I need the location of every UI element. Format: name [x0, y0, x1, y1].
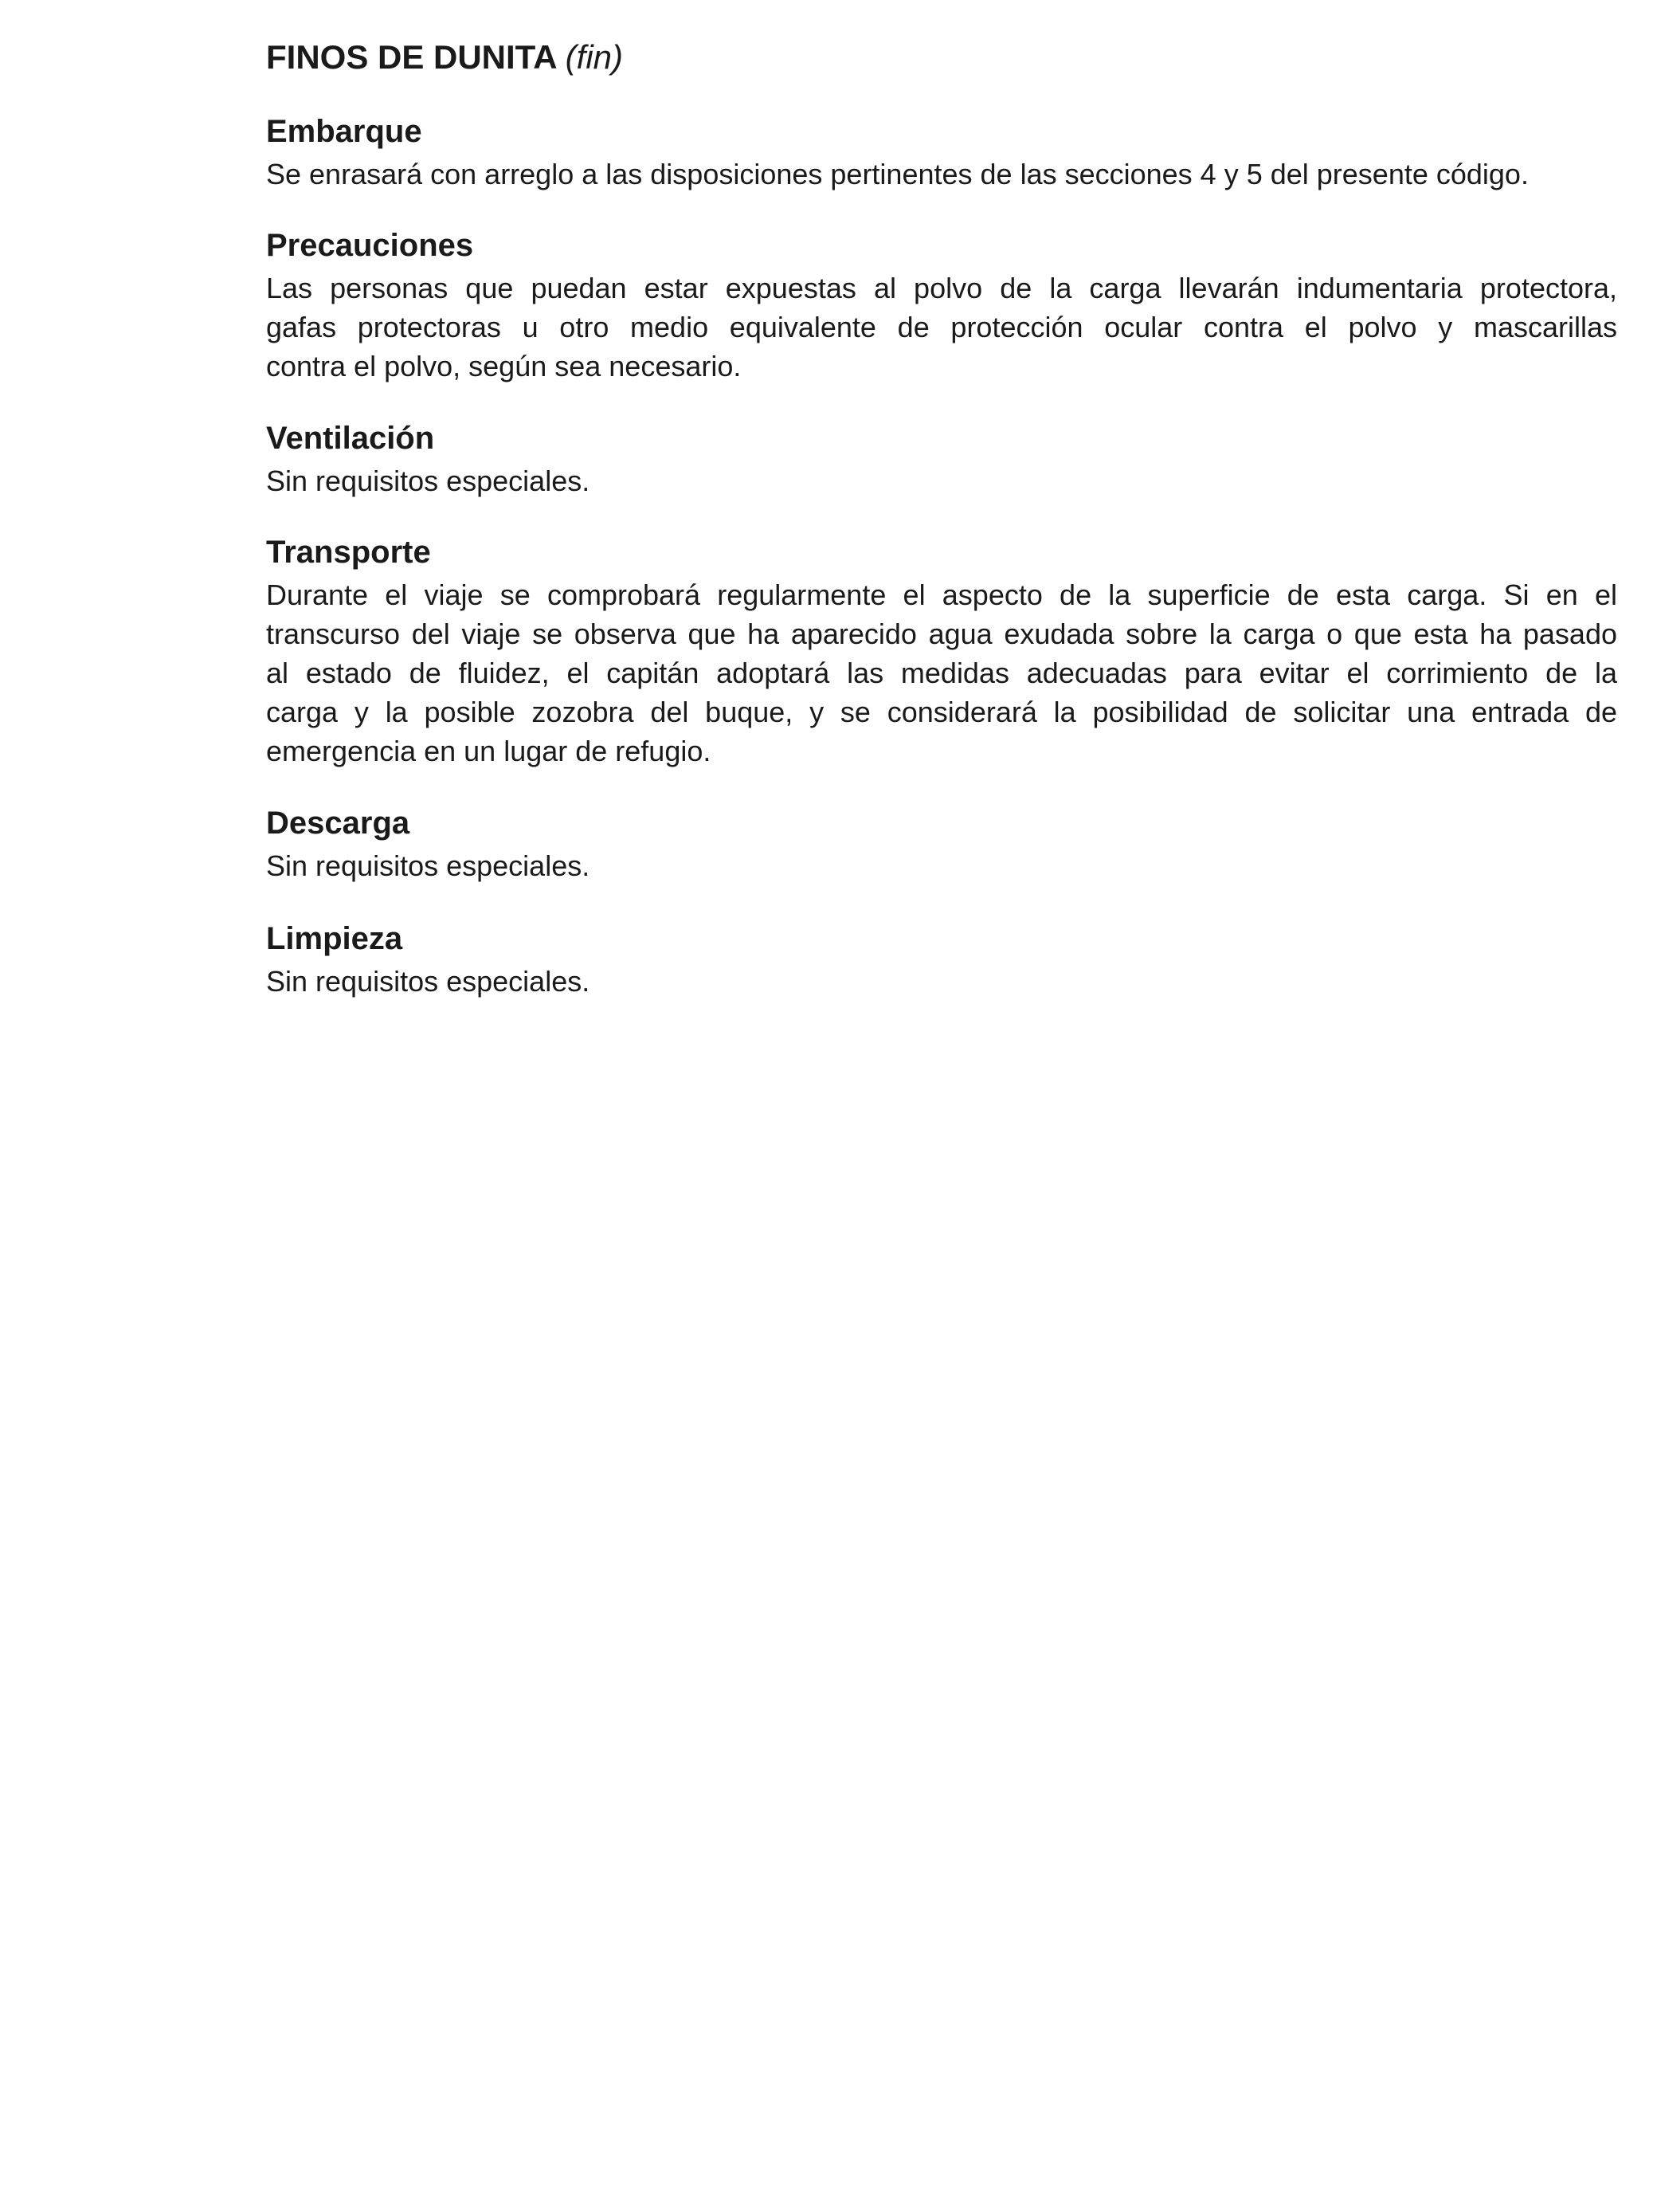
section-heading: Transporte	[266, 535, 431, 570]
section-body-line: transcurso del viaje se observa que ha aparecido agua exudada sobre la carga o que esta ha pasado	[266, 618, 1617, 650]
section-body-line: carga y la posible zozobra del buque, y se considerará la posibilidad de solicitar una entrada de	[266, 696, 1617, 728]
section-body-line: Sin requisitos especiales.	[266, 465, 590, 497]
section-body-line: Sin requisitos especiales.	[266, 965, 590, 998]
section-body-line: Sin requisitos especiales.	[266, 849, 590, 882]
section-body-line: contra el polvo, según sea necesario.	[266, 350, 742, 382]
section-limpieza	[266, 916, 1617, 1001]
section-body-line: emergencia en un lugar de refugio.	[266, 735, 711, 767]
section-body-line: al estado de fluidez, el capitán adoptará las medidas adecuadas para evitar el corrimiento de la	[266, 657, 1617, 689]
section-descarga	[266, 801, 1617, 885]
section-ventilacion	[266, 416, 1617, 500]
section-embarque	[266, 109, 1617, 194]
section-body-line: gafas protectoras u otro medio equivalente de protección ocular contra el polvo y mascarillas	[266, 311, 1617, 343]
section-transporte	[266, 530, 1617, 771]
section-heading: Precauciones	[266, 228, 474, 263]
section-heading: Ventilación	[266, 421, 435, 456]
page-title	[266, 37, 623, 78]
section-precauciones	[266, 223, 1617, 386]
title-main: FINOS DE DUNITA	[266, 38, 556, 76]
title-suffix: (fin)	[565, 38, 624, 76]
section-heading: Descarga	[266, 806, 410, 841]
section-body-line: Durante el viaje se comprobará regularmente el aspecto de la superficie de esta carga. Si en el	[266, 578, 1617, 611]
section-heading: Limpieza	[266, 921, 403, 956]
section-body-line: Las personas que puedan estar expuestas al polvo de la carga llevarán indumentaria protectora,	[266, 272, 1617, 304]
section-body-line: Se enrasará con arreglo a las disposiciones pertinentes de las secciones 4 y 5 del presente código.	[266, 158, 1529, 190]
section-heading: Embarque	[266, 114, 422, 149]
